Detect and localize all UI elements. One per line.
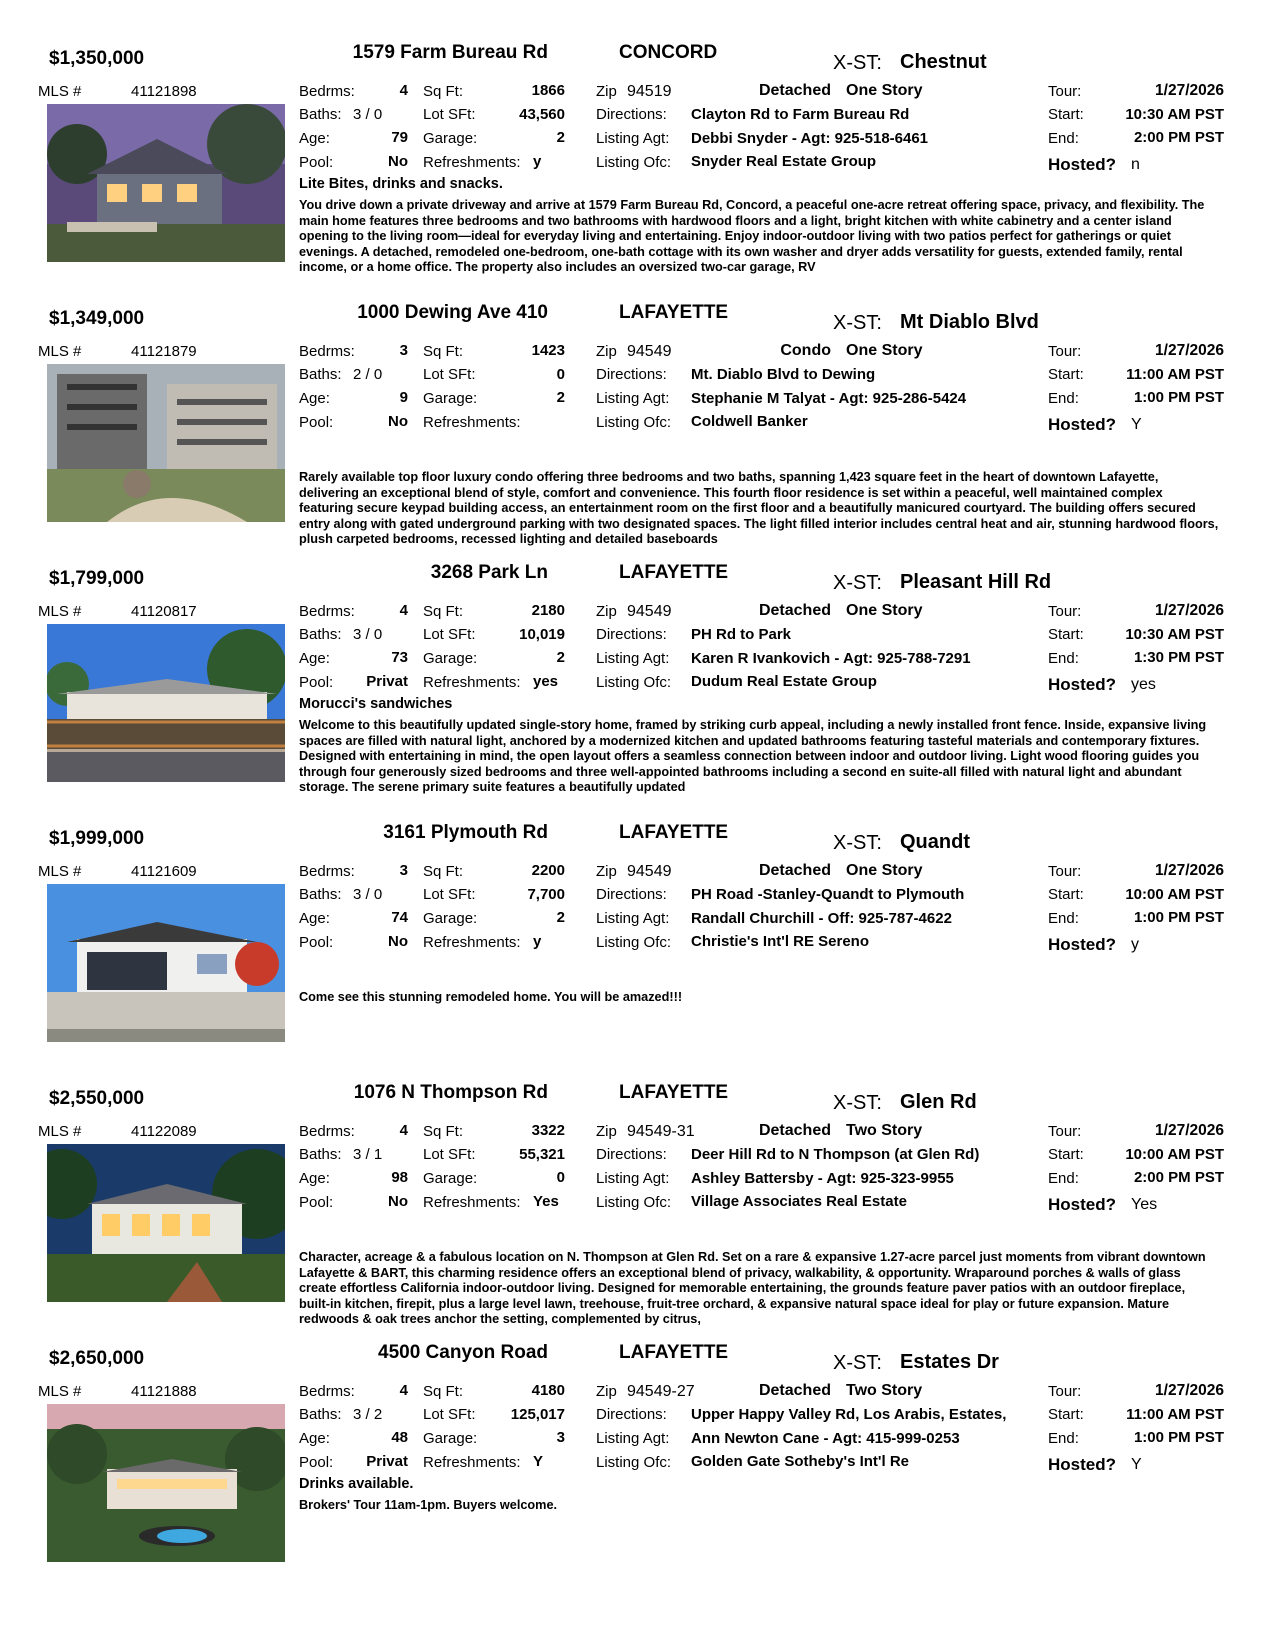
end-time: 1:00 PM PST <box>1133 1429 1224 1446</box>
listing-city: CONCORD <box>619 42 718 63</box>
zip-value: 94519 <box>627 83 672 100</box>
hosted-label: Hosted? <box>1048 155 1116 174</box>
hosted-value: y <box>1131 936 1139 953</box>
zip-value: 94549 <box>627 863 672 880</box>
stories: Two Story <box>846 1122 923 1139</box>
listing-photo <box>47 1404 285 1562</box>
garage-value: 2 <box>556 649 565 666</box>
baths-label: Baths: <box>299 886 342 903</box>
listing-office-label: Listing Ofc: <box>596 154 672 171</box>
tour-label: Tour: <box>1048 83 1082 100</box>
listing-address: 3268 Park Ln <box>430 562 548 583</box>
hosted-value: yes <box>1131 676 1156 693</box>
directions-label: Directions: <box>596 106 667 123</box>
listing-city: LAFAYETTE <box>619 302 729 323</box>
lot-sqft-label: Lot SFt: <box>423 106 476 123</box>
listing-price: $1,349,000 <box>49 308 145 329</box>
lot-sqft-label: Lot SFt: <box>423 626 476 643</box>
end-label: End: <box>1048 390 1079 407</box>
hosted-label: Hosted? <box>1048 415 1116 434</box>
cross-street-label: X-ST: <box>833 1092 882 1114</box>
baths-label: Baths: <box>299 106 342 123</box>
zip-label: Zip <box>596 83 617 100</box>
start-time: 10:00 AM PST <box>1125 1146 1224 1163</box>
start-time: 11:00 AM PST <box>1126 366 1224 383</box>
baths-label: Baths: <box>299 1146 342 1163</box>
cross-street-label: X-ST: <box>833 572 882 594</box>
end-label: End: <box>1048 650 1079 667</box>
directions-label: Directions: <box>596 886 667 903</box>
baths-value: 3 / 0 <box>353 106 383 123</box>
tour-date: 1/27/2026 <box>1155 1382 1224 1399</box>
bedrooms-value: 3 <box>399 862 408 879</box>
mls-label: MLS # <box>38 83 82 100</box>
start-label: Start: <box>1048 1146 1084 1163</box>
listing-city: LAFAYETTE <box>619 1082 729 1103</box>
refreshments-label: Refreshments: <box>423 414 521 431</box>
listing-agent-label: Listing Agt: <box>596 130 670 147</box>
baths-value: 3 / 1 <box>353 1146 383 1163</box>
age-value: 48 <box>391 1429 408 1446</box>
listing-agent-label: Listing Agt: <box>596 910 670 927</box>
property-type: Detached <box>758 82 831 99</box>
mls-number: 41121609 <box>131 863 197 880</box>
bedrooms-value: 3 <box>399 342 408 359</box>
stories: One Story <box>846 82 923 99</box>
zip-value: 94549-31 <box>627 1123 695 1140</box>
mls-number: 41120817 <box>131 603 197 620</box>
lot-sqft-value: 43,560 <box>519 106 565 123</box>
hosted-value: Y <box>1131 416 1142 433</box>
bedrooms-value: 4 <box>399 602 408 619</box>
end-time: 1:00 PM PST <box>1133 389 1224 406</box>
mls-number: 41121898 <box>131 83 197 100</box>
stories: One Story <box>846 862 923 879</box>
listing-office: Golden Gate Sotheby's Int'l Re <box>691 1453 909 1470</box>
age-label: Age: <box>299 1430 330 1447</box>
age-value: 9 <box>399 389 408 406</box>
age-value: 73 <box>391 649 408 666</box>
mls-number: 41121888 <box>131 1383 197 1400</box>
listing-city: LAFAYETTE <box>619 562 729 583</box>
hosted-value: Y <box>1131 1456 1142 1473</box>
listing-description: Welcome to this beautifully updated single-story home, framed by striking curb appeal, including a newly installed front fence. Inside, expansive living spaces are filled with natural light, anchored by a modernized kitchen and updated bathrooms featuring tasteful materials and contemporary fixtures. Designed with entertaining in mind, the open layout offers a seamless connection between indoor and outdoor living. Light wood flooring guides you through four generously sized bedrooms and three well-appointed bathrooms including a second en suite-all filled with natural light and abundant storage. The serene primary suite features a beautifully updated <box>299 718 1207 795</box>
listing-office: Coldwell Banker <box>691 413 808 430</box>
cross-street-label: X-ST: <box>833 832 882 854</box>
listing-office: Christie's Int'l RE Sereno <box>691 933 870 950</box>
sqft-label: Sq Ft: <box>423 603 464 620</box>
age-value: 74 <box>391 909 408 926</box>
listing-price: $1,999,000 <box>49 828 145 849</box>
listing-agent-label: Listing Agt: <box>596 1170 670 1187</box>
lot-sqft-value: 7,700 <box>527 886 565 903</box>
listing-office: Dudum Real Estate Group <box>691 673 877 690</box>
refreshments-value: Yes <box>533 1193 559 1210</box>
start-label: Start: <box>1048 106 1084 123</box>
pool-value: No <box>388 153 408 170</box>
end-time: 2:00 PM PST <box>1133 1169 1224 1186</box>
listing-card <box>0 1070 1275 1330</box>
pool-value: Privat <box>366 1453 408 1470</box>
house-photo-illustration <box>47 884 285 1042</box>
cross-street-label: X-ST: <box>833 1352 882 1374</box>
refreshments-value: y <box>533 153 542 170</box>
refreshments-label: Refreshments: <box>423 1194 521 1211</box>
age-label: Age: <box>299 390 330 407</box>
pool-value: No <box>388 1193 408 1210</box>
stories: Two Story <box>846 1382 923 1399</box>
listing-office: Village Associates Real Estate <box>691 1193 907 1210</box>
tour-label: Tour: <box>1048 1123 1082 1140</box>
cross-street: Estates Dr <box>900 1351 999 1373</box>
listing-agent: Ashley Battersby - Agt: 925-323-9955 <box>691 1170 954 1187</box>
sqft-value: 4180 <box>531 1382 565 1399</box>
directions-value: Clayton Rd to Farm Bureau Rd <box>691 106 910 123</box>
cross-street: Mt Diablo Blvd <box>900 311 1039 333</box>
garage-label: Garage: <box>423 1430 478 1447</box>
sqft-value: 3322 <box>531 1122 565 1139</box>
garage-label: Garage: <box>423 650 478 667</box>
listing-agent-label: Listing Agt: <box>596 1430 670 1447</box>
mls-label: MLS # <box>38 1123 82 1140</box>
mls-label: MLS # <box>38 863 82 880</box>
hosted-label: Hosted? <box>1048 675 1116 694</box>
zip-value: 94549 <box>627 343 672 360</box>
bedrooms-label: Bedrms: <box>299 1123 355 1140</box>
bedrooms-label: Bedrms: <box>299 863 355 880</box>
hosted-value: Yes <box>1131 1196 1158 1213</box>
zip-value: 94549-27 <box>627 1383 695 1400</box>
bedrooms-label: Bedrms: <box>299 1383 355 1400</box>
listing-photo <box>47 104 285 262</box>
listing-address: 3161 Plymouth Rd <box>383 822 548 843</box>
tour-date: 1/27/2026 <box>1155 602 1224 619</box>
house-photo-illustration <box>47 104 285 262</box>
age-value: 79 <box>391 129 408 146</box>
refreshments-label: Refreshments: <box>423 674 521 691</box>
cross-street: Quandt <box>900 831 970 853</box>
hosted-label: Hosted? <box>1048 1195 1116 1214</box>
garage-label: Garage: <box>423 910 478 927</box>
tour-date: 1/27/2026 <box>1155 342 1224 359</box>
baths-label: Baths: <box>299 1406 342 1423</box>
sqft-label: Sq Ft: <box>423 1123 464 1140</box>
listing-office-label: Listing Ofc: <box>596 1454 672 1471</box>
bedrooms-label: Bedrms: <box>299 343 355 360</box>
tour-label: Tour: <box>1048 1383 1082 1400</box>
listing-description: Character, acreage & a fabulous location on N. Thompson at Glen Rd. Set on a rare & expansive 1.27-acre parcel just moments from vibrant downtown Lafayette & BART, this charming residence offers an exceptional blend of privacy, walkability, & opportunity. Wraparound porches & walls of glass create effortless California indoor-outdoor living. Designed for memorable entertaining, the grounds feature paver patios with an outdoor fireplace, built-in kitchen, firepit, plus a large level lawn, treehouse, fruit-tree orchard, & expansive natural space ideal for play or future expansion. Mature redwoods & oak trees anchor the setting, complemented by citrus, <box>299 1250 1206 1327</box>
sqft-label: Sq Ft: <box>423 863 464 880</box>
listing-address: 4500 Canyon Road <box>378 1342 548 1363</box>
listing-card <box>0 550 1275 810</box>
extra-note: Lite Bites, drinks and snacks. <box>299 176 503 192</box>
listing-city: LAFAYETTE <box>619 822 729 843</box>
baths-value: 3 / 0 <box>353 886 383 903</box>
listing-photo <box>47 1144 285 1302</box>
pool-value: No <box>388 413 408 430</box>
zip-label: Zip <box>596 1123 617 1140</box>
listing-address: 1579 Farm Bureau Rd <box>352 42 548 63</box>
mls-label: MLS # <box>38 343 82 360</box>
garage-label: Garage: <box>423 390 478 407</box>
hosted-label: Hosted? <box>1048 935 1116 954</box>
lot-sqft-value: 125,017 <box>510 1406 565 1423</box>
listing-agent: Randall Churchill - Off: 925-787-4622 <box>691 910 952 927</box>
refreshments-label: Refreshments: <box>423 934 521 951</box>
sqft-label: Sq Ft: <box>423 83 464 100</box>
sqft-label: Sq Ft: <box>423 343 464 360</box>
baths-value: 3 / 0 <box>353 626 383 643</box>
tour-label: Tour: <box>1048 343 1082 360</box>
mls-number: 41121879 <box>131 343 197 360</box>
lot-sqft-label: Lot SFt: <box>423 366 476 383</box>
cross-street-label: X-ST: <box>833 312 882 334</box>
cross-street: Pleasant Hill Rd <box>900 571 1052 593</box>
listing-address: 1076 N Thompson Rd <box>353 1082 548 1103</box>
directions-label: Directions: <box>596 1146 667 1163</box>
refreshments-label: Refreshments: <box>423 154 521 171</box>
start-label: Start: <box>1048 886 1084 903</box>
listing-city: LAFAYETTE <box>619 1342 729 1363</box>
zip-label: Zip <box>596 343 617 360</box>
directions-value: Upper Happy Valley Rd, Los Arabis, Estates, <box>691 1406 1007 1423</box>
lot-sqft-label: Lot SFt: <box>423 1146 476 1163</box>
property-type: Detached <box>758 1122 831 1139</box>
bedrooms-label: Bedrms: <box>299 83 355 100</box>
start-time: 10:30 AM PST <box>1125 106 1224 123</box>
listing-description: Rarely available top floor luxury condo offering three bedrooms and two baths, spanning 1,423 square feet in the heart of downtown Lafayette, delivering an exceptional blend of style, comfort and convenience. This fourth floor residence is set within a peaceful, well maintained complex featuring secure keypad building access, an entertainment room on the first floor and a beautifully manicured courtyard. The building offers secured entry along with gated underground parking with two designated spaces. The light filled interior includes central heat and air, stunning hardwood floors, plush carpeted bedrooms, recessed lighting and detailed baseboards <box>299 470 1219 547</box>
start-time: 10:30 AM PST <box>1125 626 1224 643</box>
garage-value: 2 <box>556 389 565 406</box>
listing-description: Come see this stunning remodeled home. You will be amazed!!! <box>299 990 683 1004</box>
garage-label: Garage: <box>423 130 478 147</box>
end-label: End: <box>1048 130 1079 147</box>
listing-office-label: Listing Ofc: <box>596 414 672 431</box>
directions-label: Directions: <box>596 626 667 643</box>
house-photo-illustration <box>47 1404 285 1562</box>
listing-card <box>0 810 1275 1070</box>
listing-agent: Debbi Snyder - Agt: 925-518-6461 <box>691 130 929 147</box>
pool-label: Pool: <box>299 414 334 431</box>
sqft-label: Sq Ft: <box>423 1383 464 1400</box>
listing-office-label: Listing Ofc: <box>596 934 672 951</box>
lot-sqft-label: Lot SFt: <box>423 886 476 903</box>
hosted-label: Hosted? <box>1048 1455 1116 1474</box>
directions-value: Deer Hill Rd to N Thompson (at Glen Rd) <box>691 1146 980 1163</box>
start-label: Start: <box>1048 626 1084 643</box>
listing-office: Snyder Real Estate Group <box>691 153 877 170</box>
listing-office-label: Listing Ofc: <box>596 1194 672 1211</box>
sqft-value: 2200 <box>531 862 565 879</box>
zip-label: Zip <box>596 603 617 620</box>
listing-agent: Stephanie M Talyat - Agt: 925-286-5424 <box>691 390 967 407</box>
listing-price: $1,350,000 <box>49 48 145 69</box>
directions-value: PH Road -Stanley-Quandt to Plymouth <box>691 886 965 903</box>
cross-street: Glen Rd <box>900 1091 977 1113</box>
start-time: 10:00 AM PST <box>1125 886 1224 903</box>
tour-label: Tour: <box>1048 863 1082 880</box>
stories: One Story <box>846 342 923 359</box>
mls-label: MLS # <box>38 1383 82 1400</box>
property-type: Detached <box>758 602 831 619</box>
refreshments-value: yes <box>533 673 559 690</box>
house-photo-illustration <box>47 624 285 782</box>
age-label: Age: <box>299 130 330 147</box>
hosted-value: n <box>1131 156 1140 173</box>
listing-price: $1,799,000 <box>49 568 145 589</box>
directions-value: Mt. Diablo Blvd to Dewing <box>691 366 876 383</box>
end-time: 2:00 PM PST <box>1133 129 1224 146</box>
end-label: End: <box>1048 1430 1079 1447</box>
zip-value: 94549 <box>627 603 672 620</box>
pool-label: Pool: <box>299 1194 334 1211</box>
garage-label: Garage: <box>423 1170 478 1187</box>
cross-street-label: X-ST: <box>833 52 882 74</box>
baths-label: Baths: <box>299 366 342 383</box>
pool-label: Pool: <box>299 154 334 171</box>
property-type: Detached <box>758 1382 831 1399</box>
garage-value: 2 <box>556 129 565 146</box>
listing-office-label: Listing Ofc: <box>596 674 672 691</box>
start-label: Start: <box>1048 1406 1084 1423</box>
listing-agent-label: Listing Agt: <box>596 390 670 407</box>
listing-photo <box>47 624 285 782</box>
listing-card <box>0 1330 1275 1590</box>
tour-label: Tour: <box>1048 603 1082 620</box>
mls-label: MLS # <box>38 603 82 620</box>
extra-note: Morucci's sandwiches <box>299 696 453 712</box>
property-type: Condo <box>780 342 831 359</box>
refreshments-value: y <box>533 933 542 950</box>
listing-address: 1000 Dewing Ave 410 <box>357 302 548 323</box>
sqft-value: 1866 <box>531 82 565 99</box>
pool-label: Pool: <box>299 1454 334 1471</box>
tour-date: 1/27/2026 <box>1155 82 1224 99</box>
listing-agent: Ann Newton Cane - Agt: 415-999-0253 <box>691 1430 960 1447</box>
stories: One Story <box>846 602 923 619</box>
baths-value: 3 / 2 <box>353 1406 383 1423</box>
start-label: Start: <box>1048 366 1084 383</box>
garage-value: 0 <box>556 1169 565 1186</box>
pool-value: No <box>388 933 408 950</box>
lot-sqft-label: Lot SFt: <box>423 1406 476 1423</box>
garage-value: 3 <box>556 1429 565 1446</box>
tour-date: 1/27/2026 <box>1155 862 1224 879</box>
listing-photo <box>47 884 285 1042</box>
zip-label: Zip <box>596 1383 617 1400</box>
listing-price: $2,550,000 <box>49 1088 145 1109</box>
bedrooms-value: 4 <box>399 1382 408 1399</box>
directions-label: Directions: <box>596 1406 667 1423</box>
lot-sqft-value: 10,019 <box>519 626 565 643</box>
baths-value: 2 / 0 <box>353 366 383 383</box>
age-label: Age: <box>299 650 330 667</box>
end-label: End: <box>1048 910 1079 927</box>
listing-description: Brokers' Tour 11am-1pm. Buyers welcome. <box>299 1498 558 1512</box>
bedrooms-value: 4 <box>399 82 408 99</box>
listing-description: You drive down a private driveway and arrive at 1579 Farm Bureau Rd, Concord, a peaceful one-acre retreat offering space, privacy, and flexibility. The main home features three bedrooms and two bathrooms with hardwood floors and a light, bright kitchen with white cabinetry and a center island opening to the living room—ideal for everyday living and entertaining. Enjoy indoor-outdoor living with two patios perfect for gatherings or quiet evenings. A detached, remodeled one-bedroom, one-bath cottage with its own washer and dryer adds versatility for guests, extended family, rental income, or a home office. The property also includes an oversized two-car garage, RV <box>299 198 1205 275</box>
garage-value: 2 <box>556 909 565 926</box>
sqft-value: 2180 <box>531 602 565 619</box>
directions-value: PH Rd to Park <box>691 626 792 643</box>
listing-price: $2,650,000 <box>49 1348 145 1369</box>
cross-street: Chestnut <box>900 51 987 73</box>
pool-value: Privat <box>366 673 408 690</box>
baths-label: Baths: <box>299 626 342 643</box>
tour-date: 1/27/2026 <box>1155 1122 1224 1139</box>
listing-agent-label: Listing Agt: <box>596 650 670 667</box>
bedrooms-value: 4 <box>399 1122 408 1139</box>
lot-sqft-value: 55,321 <box>519 1146 565 1163</box>
listing-photo <box>47 364 285 522</box>
age-label: Age: <box>299 1170 330 1187</box>
end-label: End: <box>1048 1170 1079 1187</box>
listing-card <box>0 30 1275 290</box>
age-label: Age: <box>299 910 330 927</box>
sqft-value: 1423 <box>531 342 565 359</box>
refreshments-value: Y <box>533 1453 544 1470</box>
pool-label: Pool: <box>299 674 334 691</box>
bedrooms-label: Bedrms: <box>299 603 355 620</box>
zip-label: Zip <box>596 863 617 880</box>
end-time: 1:30 PM PST <box>1133 649 1224 666</box>
listing-card <box>0 290 1275 550</box>
house-photo-illustration <box>47 364 285 522</box>
end-time: 1:00 PM PST <box>1133 909 1224 926</box>
mls-number: 41122089 <box>131 1123 197 1140</box>
lot-sqft-value: 0 <box>556 366 565 383</box>
house-photo-illustration <box>47 1144 285 1302</box>
listing-agent: Karen R Ivankovich - Agt: 925-788-7291 <box>691 650 971 667</box>
pool-label: Pool: <box>299 934 334 951</box>
property-type: Detached <box>758 862 831 879</box>
refreshments-label: Refreshments: <box>423 1454 521 1471</box>
extra-note: Drinks available. <box>299 1476 414 1492</box>
start-time: 11:00 AM PST <box>1126 1406 1224 1423</box>
directions-label: Directions: <box>596 366 667 383</box>
age-value: 98 <box>391 1169 408 1186</box>
